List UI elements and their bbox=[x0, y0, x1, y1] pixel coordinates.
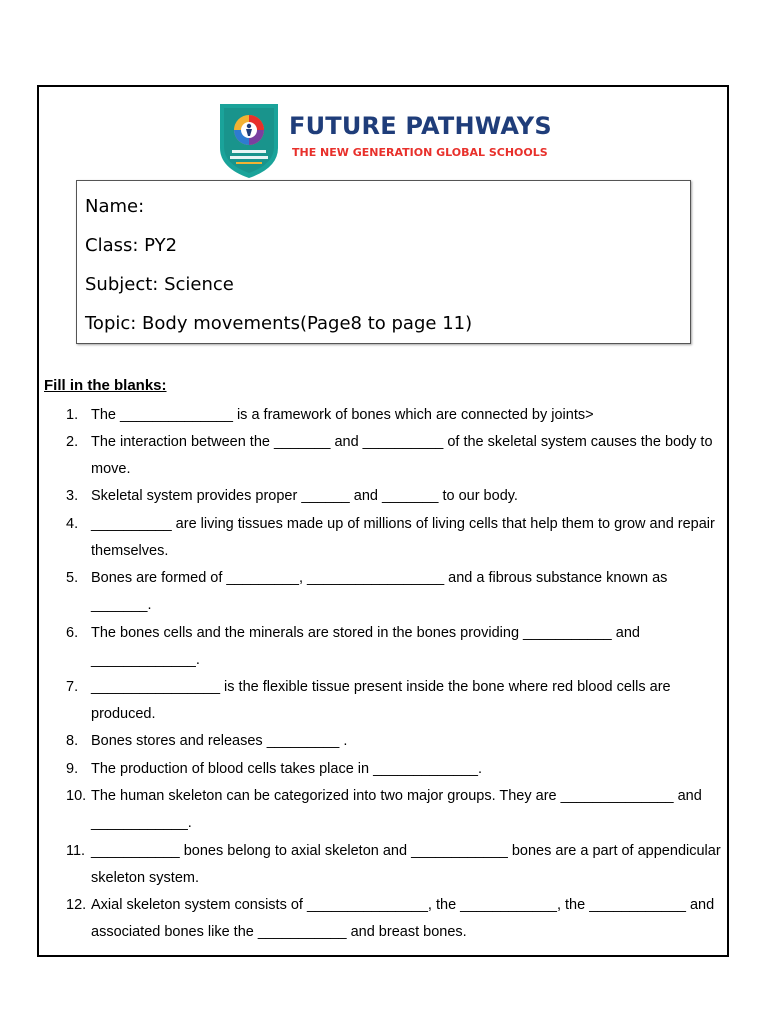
question-number: 10. bbox=[66, 788, 87, 804]
question-text: The human skeleton can be categorized into two major groups. They are ______________ and ____________. bbox=[91, 788, 702, 831]
question-text: ________________ is the flexible tissue present inside the bone where red blood cells are produced. bbox=[91, 679, 671, 722]
question-item bbox=[66, 483, 722, 510]
question-text: Bones stores and releases _________ . bbox=[91, 733, 348, 749]
question-number: 12. bbox=[66, 897, 87, 913]
class-line: Class: PY2 bbox=[85, 235, 178, 256]
question-item bbox=[66, 402, 722, 429]
question-text: Skeletal system provides proper ______ and _______ to our body. bbox=[91, 488, 518, 504]
question-item bbox=[66, 892, 722, 946]
question-number: 4. bbox=[66, 516, 79, 532]
question-number: 9. bbox=[66, 761, 79, 777]
student-info-box bbox=[76, 180, 691, 344]
question-item bbox=[66, 429, 722, 483]
question-text: The bones cells and the minerals are stored in the bones providing ___________ and _____________. bbox=[91, 625, 640, 668]
school-tagline: THE NEW GENERATION GLOBAL SCHOOLS bbox=[292, 146, 548, 159]
topic-line: Topic: Body movements(Page8 to page 11) bbox=[85, 313, 473, 334]
question-text: The ______________ is a framework of bones which are connected by joints> bbox=[91, 407, 594, 423]
name-line: Name: bbox=[85, 196, 145, 217]
question-text: Axial skeleton system consists of _______________, the ____________, the ____________ and associated bones like the ___________ and breast bones. bbox=[91, 897, 715, 940]
section-heading: Fill in the blanks: bbox=[44, 377, 167, 394]
question-item bbox=[66, 783, 722, 837]
question-number: 2. bbox=[66, 434, 79, 450]
question-text: The production of blood cells takes place in _____________. bbox=[91, 761, 482, 777]
school-name: FUTURE PATHWAYS bbox=[289, 112, 552, 140]
question-item bbox=[66, 756, 722, 783]
question-text: __________ are living tissues made up of millions of living cells that help them to grow and repair themselves. bbox=[91, 516, 715, 559]
question-item bbox=[66, 838, 722, 892]
question-number: 6. bbox=[66, 625, 79, 641]
question-number: 8. bbox=[66, 733, 79, 749]
question-number: 7. bbox=[66, 679, 79, 695]
question-item bbox=[66, 728, 722, 755]
question-item bbox=[66, 511, 722, 565]
question-number: 1. bbox=[66, 407, 79, 423]
question-number: 3. bbox=[66, 488, 79, 504]
question-number: 11. bbox=[66, 843, 86, 859]
question-number: 5. bbox=[66, 570, 79, 586]
question-text: Bones are formed of _________, _________________ and a fibrous substance known as _______. bbox=[91, 570, 668, 613]
question-item bbox=[66, 565, 722, 619]
school-logo bbox=[216, 96, 552, 180]
subject-line: Subject: Science bbox=[85, 274, 234, 295]
question-text: The interaction between the _______ and __________ of the skeletal system causes the body to move. bbox=[91, 434, 713, 477]
question-item bbox=[66, 620, 722, 674]
question-item bbox=[66, 674, 722, 728]
question-text: ___________ bones belong to axial skeleton and ____________ bones are a part of appendicular skeleton system. bbox=[91, 843, 721, 886]
school-crest-icon bbox=[216, 96, 282, 180]
